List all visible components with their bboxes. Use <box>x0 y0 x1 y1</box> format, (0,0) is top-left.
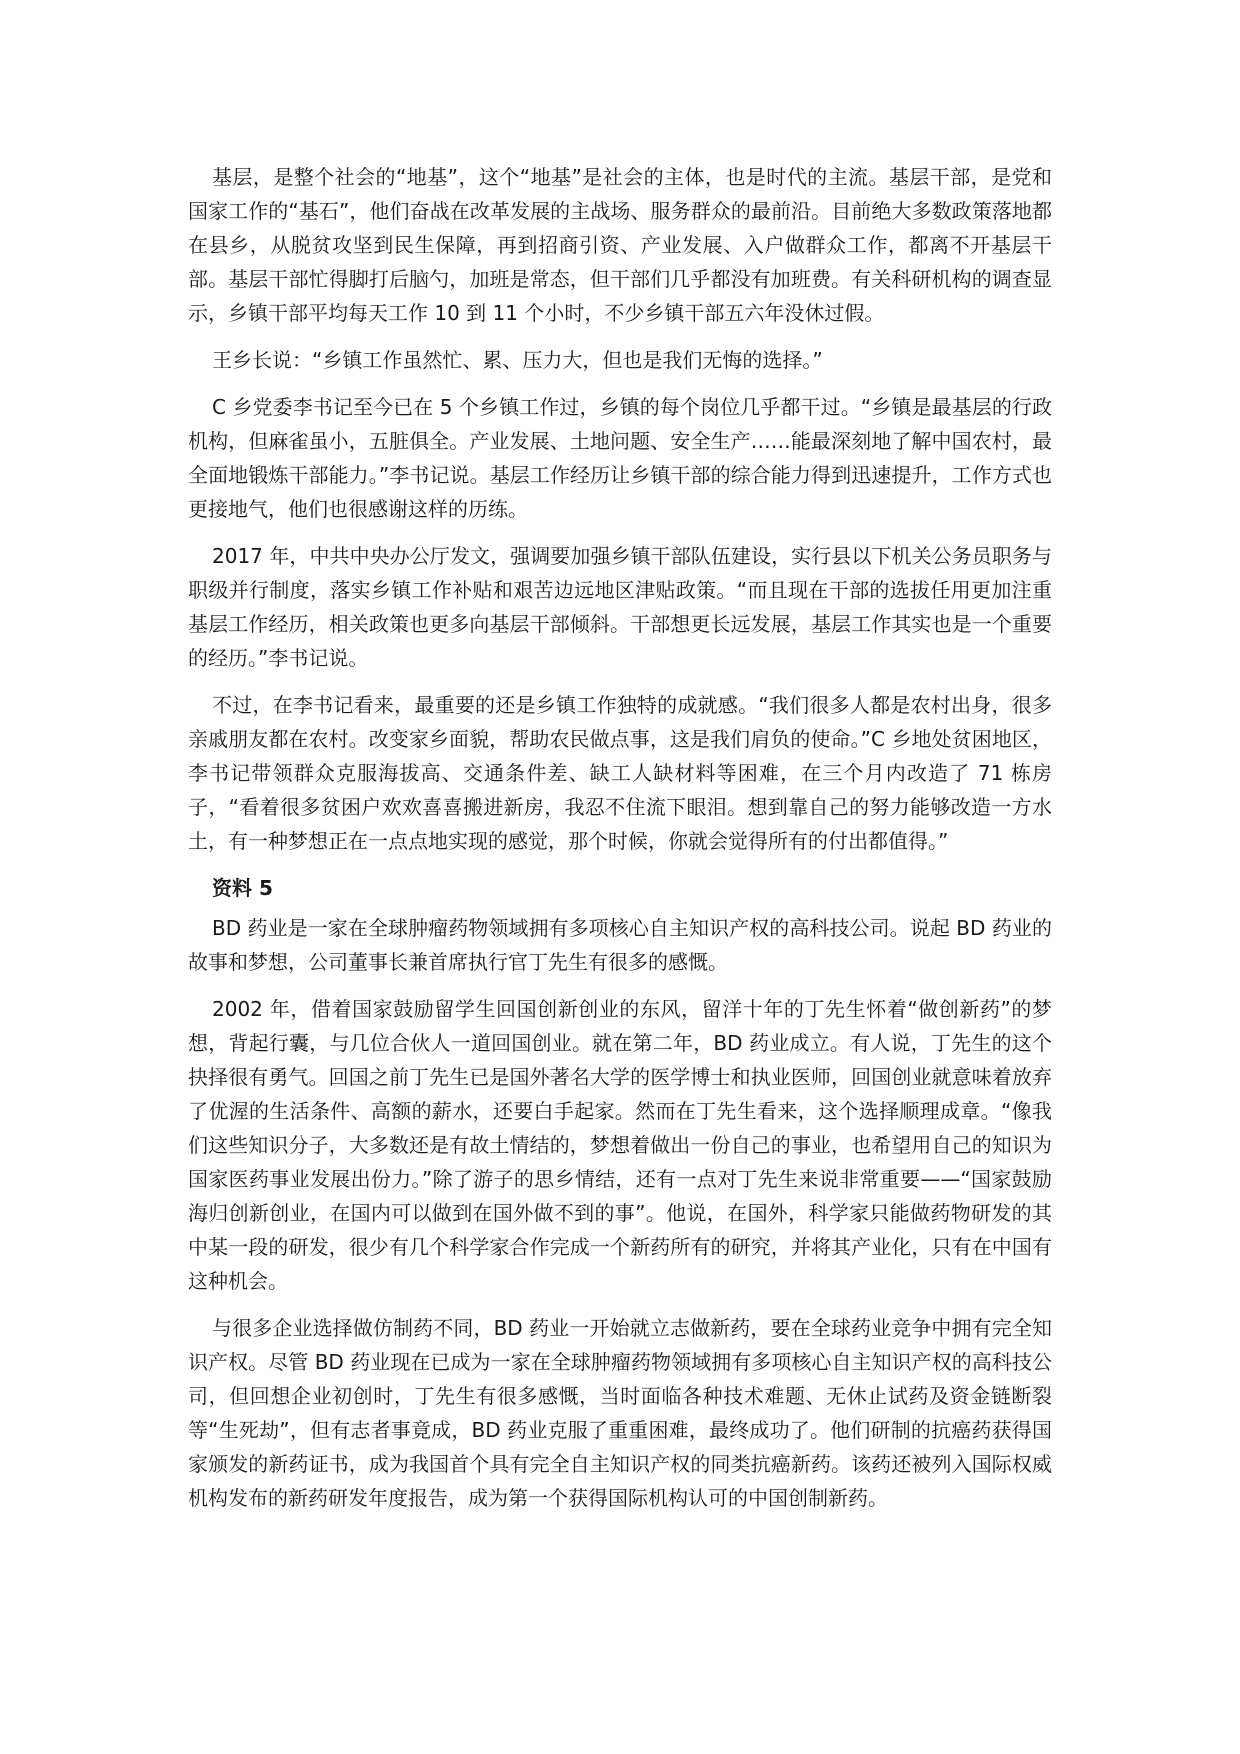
paragraph-2017-policy: 2017 年，中共中央办公厅发文，强调要加强乡镇干部队伍建设，实行县以下机关公务员职务与职级并行制度，落实乡镇工作补贴和艰苦边远地区津贴政策。“而且现在干部的选拔任用更加注重基层工作经历，相关政策也更多向基层干部倾斜。干部想更长远发展，基层工作其实也是一个重要的经历。”李书记说。 <box>188 544 1052 670</box>
paragraph-return-to-china: 2002 年，借着国家鼓励留学生回国创新创业的东风，留洋十年的丁先生怀着“做创新药”的梦想，背起行囊，与几位合伙人一道回国创业。就在第二年，BD 药业成立。有人说，丁先生的这个抉择很有勇气。回国之前丁先生已是国外著名大学的医学博士和执业医师，回国创业就意味着放弃了优渥的生活条件、高额的薪水，还要白手起家。然而在丁先生看来，这个选择顺理成章。“像我们这些知识分子，大多数还是有故土情结的，梦想着做出一份自己的事业，也希望用自己的知识为国家医药事业发展出份力。”除了游子的思乡情结，还有一点对丁先生来说非常重要——“国家鼓励海归创新创业，在国内可以做到在国外做不到的事”。他说，在国外，科学家只能做药物研发的其中某一段的研发，很少有几个科学家合作完成一个新药所有的研究，并将其产业化，只有在中国有这种机会。 <box>188 997 1052 1293</box>
paragraph-bd-pharma-intro: BD 药业是一家在全球肿瘤药物领域拥有多项核心自主知识产权的高科技公司。说起 BD 药业的故事和梦想，公司董事长兼首席执行官丁先生有很多的感慨。 <box>188 916 1052 974</box>
paragraph-township-head-quote: 王乡长说：“乡镇工作虽然忙、累、压力大，但也是我们无悔的选择。” <box>212 348 823 372</box>
paragraph-secretary-li-experience: C 乡党委李书记至今已在 5 个乡镇工作过，乡镇的每个岗位几乎都干过。“乡镇是最基层的行政机构，但麻雀虽小，五脏俱全。产业发展、土地问题、安全生产……能最深刻地了解中国农村，最全面地锻炼干部能力。”李书记说。基层工作经历让乡镇干部的综合能力得到迅速提升，工作方式也更接地气，他们也很感谢这样的历练。 <box>188 395 1052 521</box>
paragraph-innovative-drugs: 与很多企业选择做仿制药不同，BD 药业一开始就立志做新药，要在全球药业竞争中拥有完全知识产权。尽管 BD 药业现在已成为一家在全球肿瘤药物领域拥有多项核心自主知识产权的高科技公司，但回想企业初创时，丁先生有很多感慨，当时面临各种技术难题、无休止试药及资金链断裂等“生死劫”，但有志者事竟成，BD 药业克服了重重困难，最终成功了。他们研制的抗癌药获得国家颁发的新药证书，成为我国首个具有完全自主知识产权的同类抗癌新药。该药还被列入国际权威机构发布的新药研发年度报告，成为第一个获得国际机构认可的中国创制新药。 <box>188 1316 1052 1510</box>
paragraph-sense-of-achievement: 不过，在李书记看来，最重要的还是乡镇工作独特的成就感。“我们很多人都是农村出身，很多亲戚朋友都在农村。改变家乡面貌，帮助农民做点事，这是我们肩负的使命。”C 乡地处贫困地区，李书记带领群众克服海拔高、交通条件差、缺工人缺材料等困难，在三个月内改造了 71 栋房子，“看着很多贫困户欢欢喜喜搬进新房，我忍不住流下眼泪。想到靠自己的努力能够改造一方水土，有一种梦想正在一点点地实现的感觉，那个时候，你就会觉得所有的付出都值得。” <box>188 693 1052 853</box>
document-page <box>188 160 1052 1528</box>
section-heading: 资料 5 <box>212 876 273 900</box>
paragraph-grassroots-cadres: 基层，是整个社会的“地基”，这个“地基”是社会的主体，也是时代的主流。基层干部，是党和国家工作的“基石”，他们奋战在改革发展的主战场、服务群众的最前沿。目前绝大多数政策落地都在县乡，从脱贫攻坚到民生保障，再到招商引资、产业发展、入户做群众工作，都离不开基层干部。基层干部忙得脚打后脑勺，加班是常态，但干部们几乎都没有加班费。有关科研机构的调查显示，乡镇干部平均每天工作 10 到 11 个小时，不少乡镇干部五六年没休过假。 <box>188 165 1052 325</box>
